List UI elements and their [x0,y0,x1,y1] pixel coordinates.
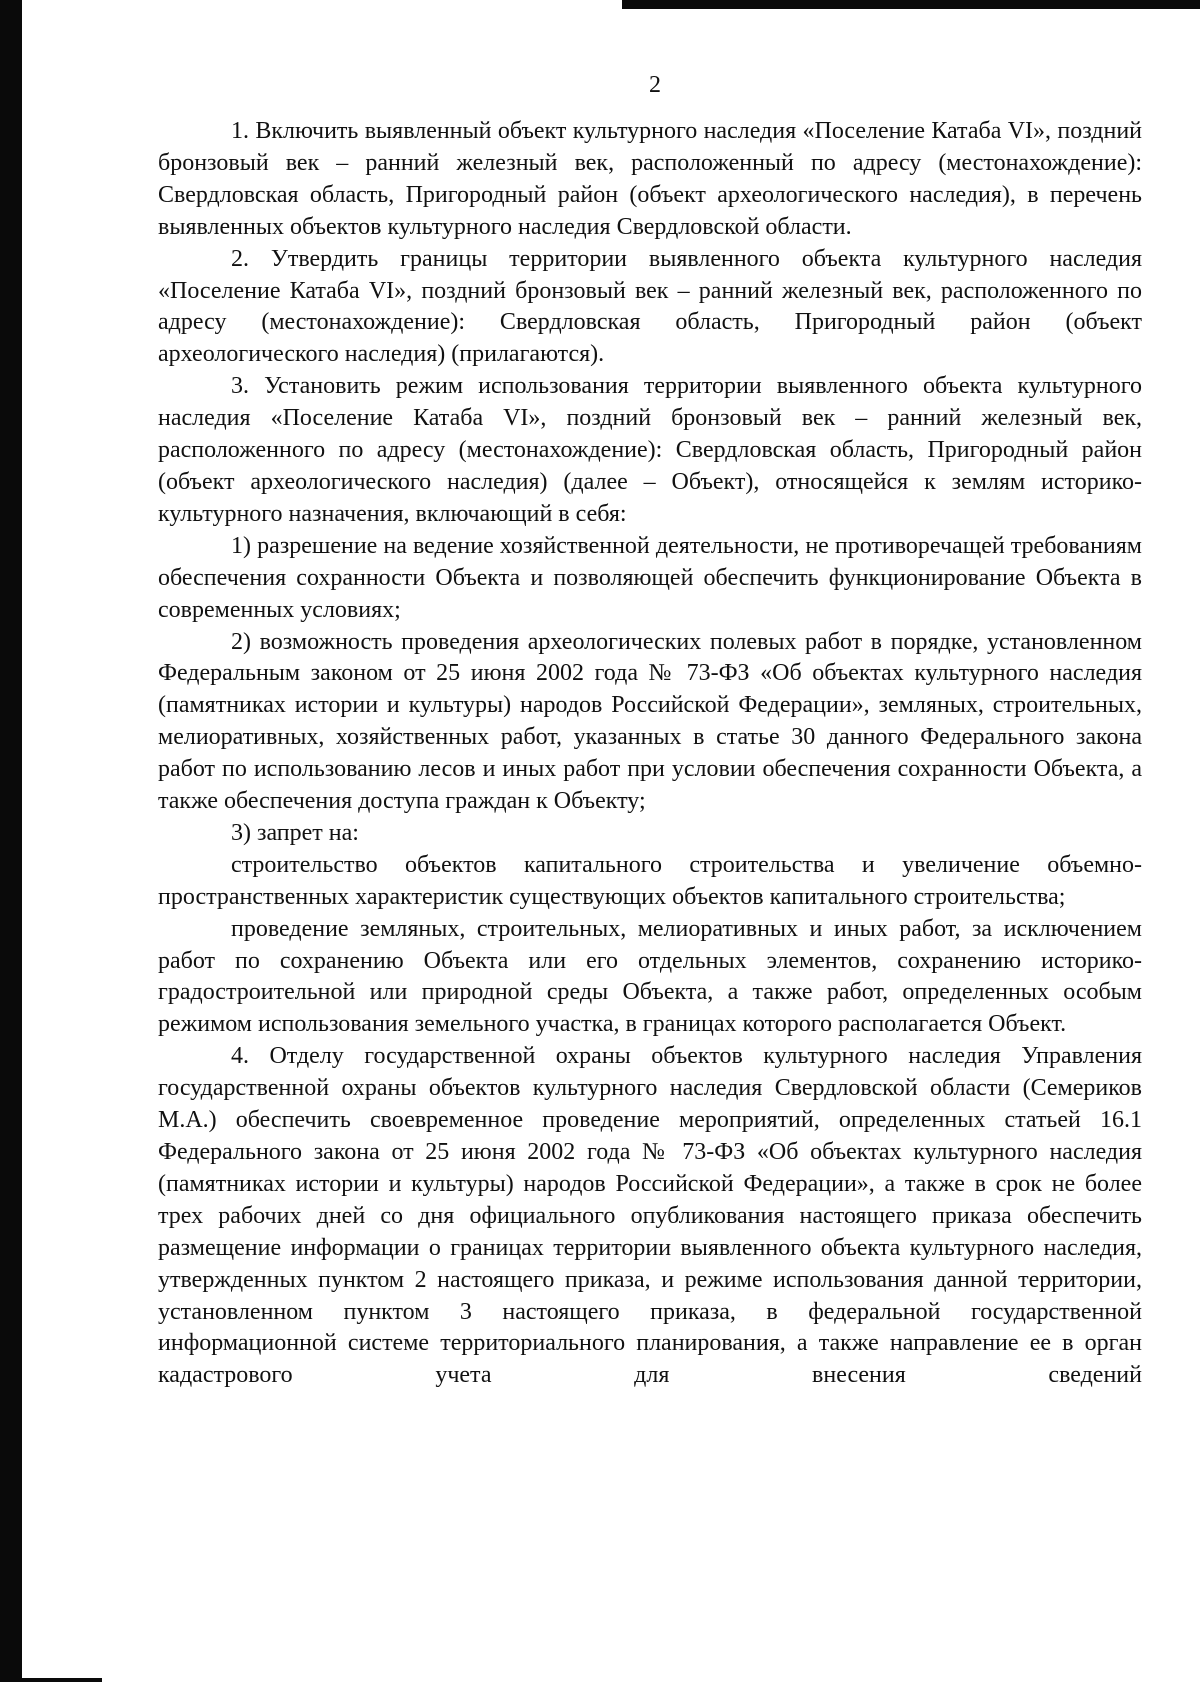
document-body [158,116,1142,1392]
prohibition-construction: строительство объектов капитального строительства и увеличение объемно-пространственных характеристик существующих объектов капитального строительства; [158,851,1142,910]
paragraph-3-item-2: 2) возможность проведения археологических полевых работ в порядке, установленном Федеральным законом от 25 июня 2002 года № 73-ФЗ «Об объектах культурного наследия (памятниках истории и культуры) народов Российской Федерации», земляных, строительных, мелиоративных, хозяйственных работ, указанных в статье 30 данного Федерального закона работ по использованию лесов и иных работ при условии обеспечения сохранности Объекта, а также обеспечения доступа граждан к Объекту; [158,628,1142,815]
page-number: 2 [649,72,661,98]
paragraph-4: 4. Отделу государственной охраны объектов культурного наследия Управления государственной охраны объектов культурного наследия Свердловской области (Семериков М.А.) обеспечить своевременное проведение мероприятий, определенных статьей 16.1 Федерального закона от 25 июня 2002 года № 73-ФЗ «Об объектах культурного наследия (памятниках истории и культуры) народов Российской Федерации», а также в срок не более трех рабочих дней со дня официального опубликования настоящего приказа обеспечить размещение информации о границах территории выявленного объекта культурного наследия, утвержденных пунктом 2 настоящего приказа, и режиме использования данной территории, установленном пунктом 3 настоящего приказа, в федеральной государственной информационной системе территориального планирования, а также направление ее в орган кадастрового учета для внесения сведений [158,1043,1142,1389]
scan-border-left [0,0,22,1682]
paragraph-3-item-1: 1) разрешение на ведение хозяйственной деятельности, не противоречащей требованиям обеспечения сохранности Объекта и позволяющей обеспечить функционирование Объекта в современных условиях; [158,532,1142,623]
paragraph-2: 2. Утвердить границы территории выявленного объекта культурного наследия «Поселение Катаба VI», поздний бронзовый век – ранний железный век, расположенного по адресу (местонахождение): Свердловская область, Пригородный район (объект археологического наследия) (прилагаются). [158,245,1142,368]
paragraph-3: 3. Установить режим использования территории выявленного объекта культурного наследия «Поселение Катаба VI», поздний бронзовый век – ранний железный век, расположенного по адресу (местонахождение): Свердловская область, Пригородный район (объект археологического наследия) (далее – Объект), относящейся к землям историко-культурного назначения, включающий в себя: [158,373,1142,527]
paragraph-3-item-3: 3) запрет на: [231,819,359,846]
prohibition-works: проведение земляных, строительных, мелиоративных и иных работ, за исключением работ по сохранению Объекта или его отдельных элементов, сохранению историко-градостроительной или природной среды Объекта, а также работ, определенных особым режимом использования земельного участка, в границах которого располагается Объект. [158,915,1142,1038]
scan-border-bottom [0,1678,102,1682]
scan-border-top [622,0,1200,9]
paragraph-1: 1. Включить выявленный объект культурного наследия «Поселение Катаба VI», поздний бронзовый век – ранний железный век, расположенный по адресу (местонахождение): Свердловская область, Пригородный район (объект археологического наследия), в перечень выявленных объектов культурного наследия Свердловской области. [158,118,1142,240]
